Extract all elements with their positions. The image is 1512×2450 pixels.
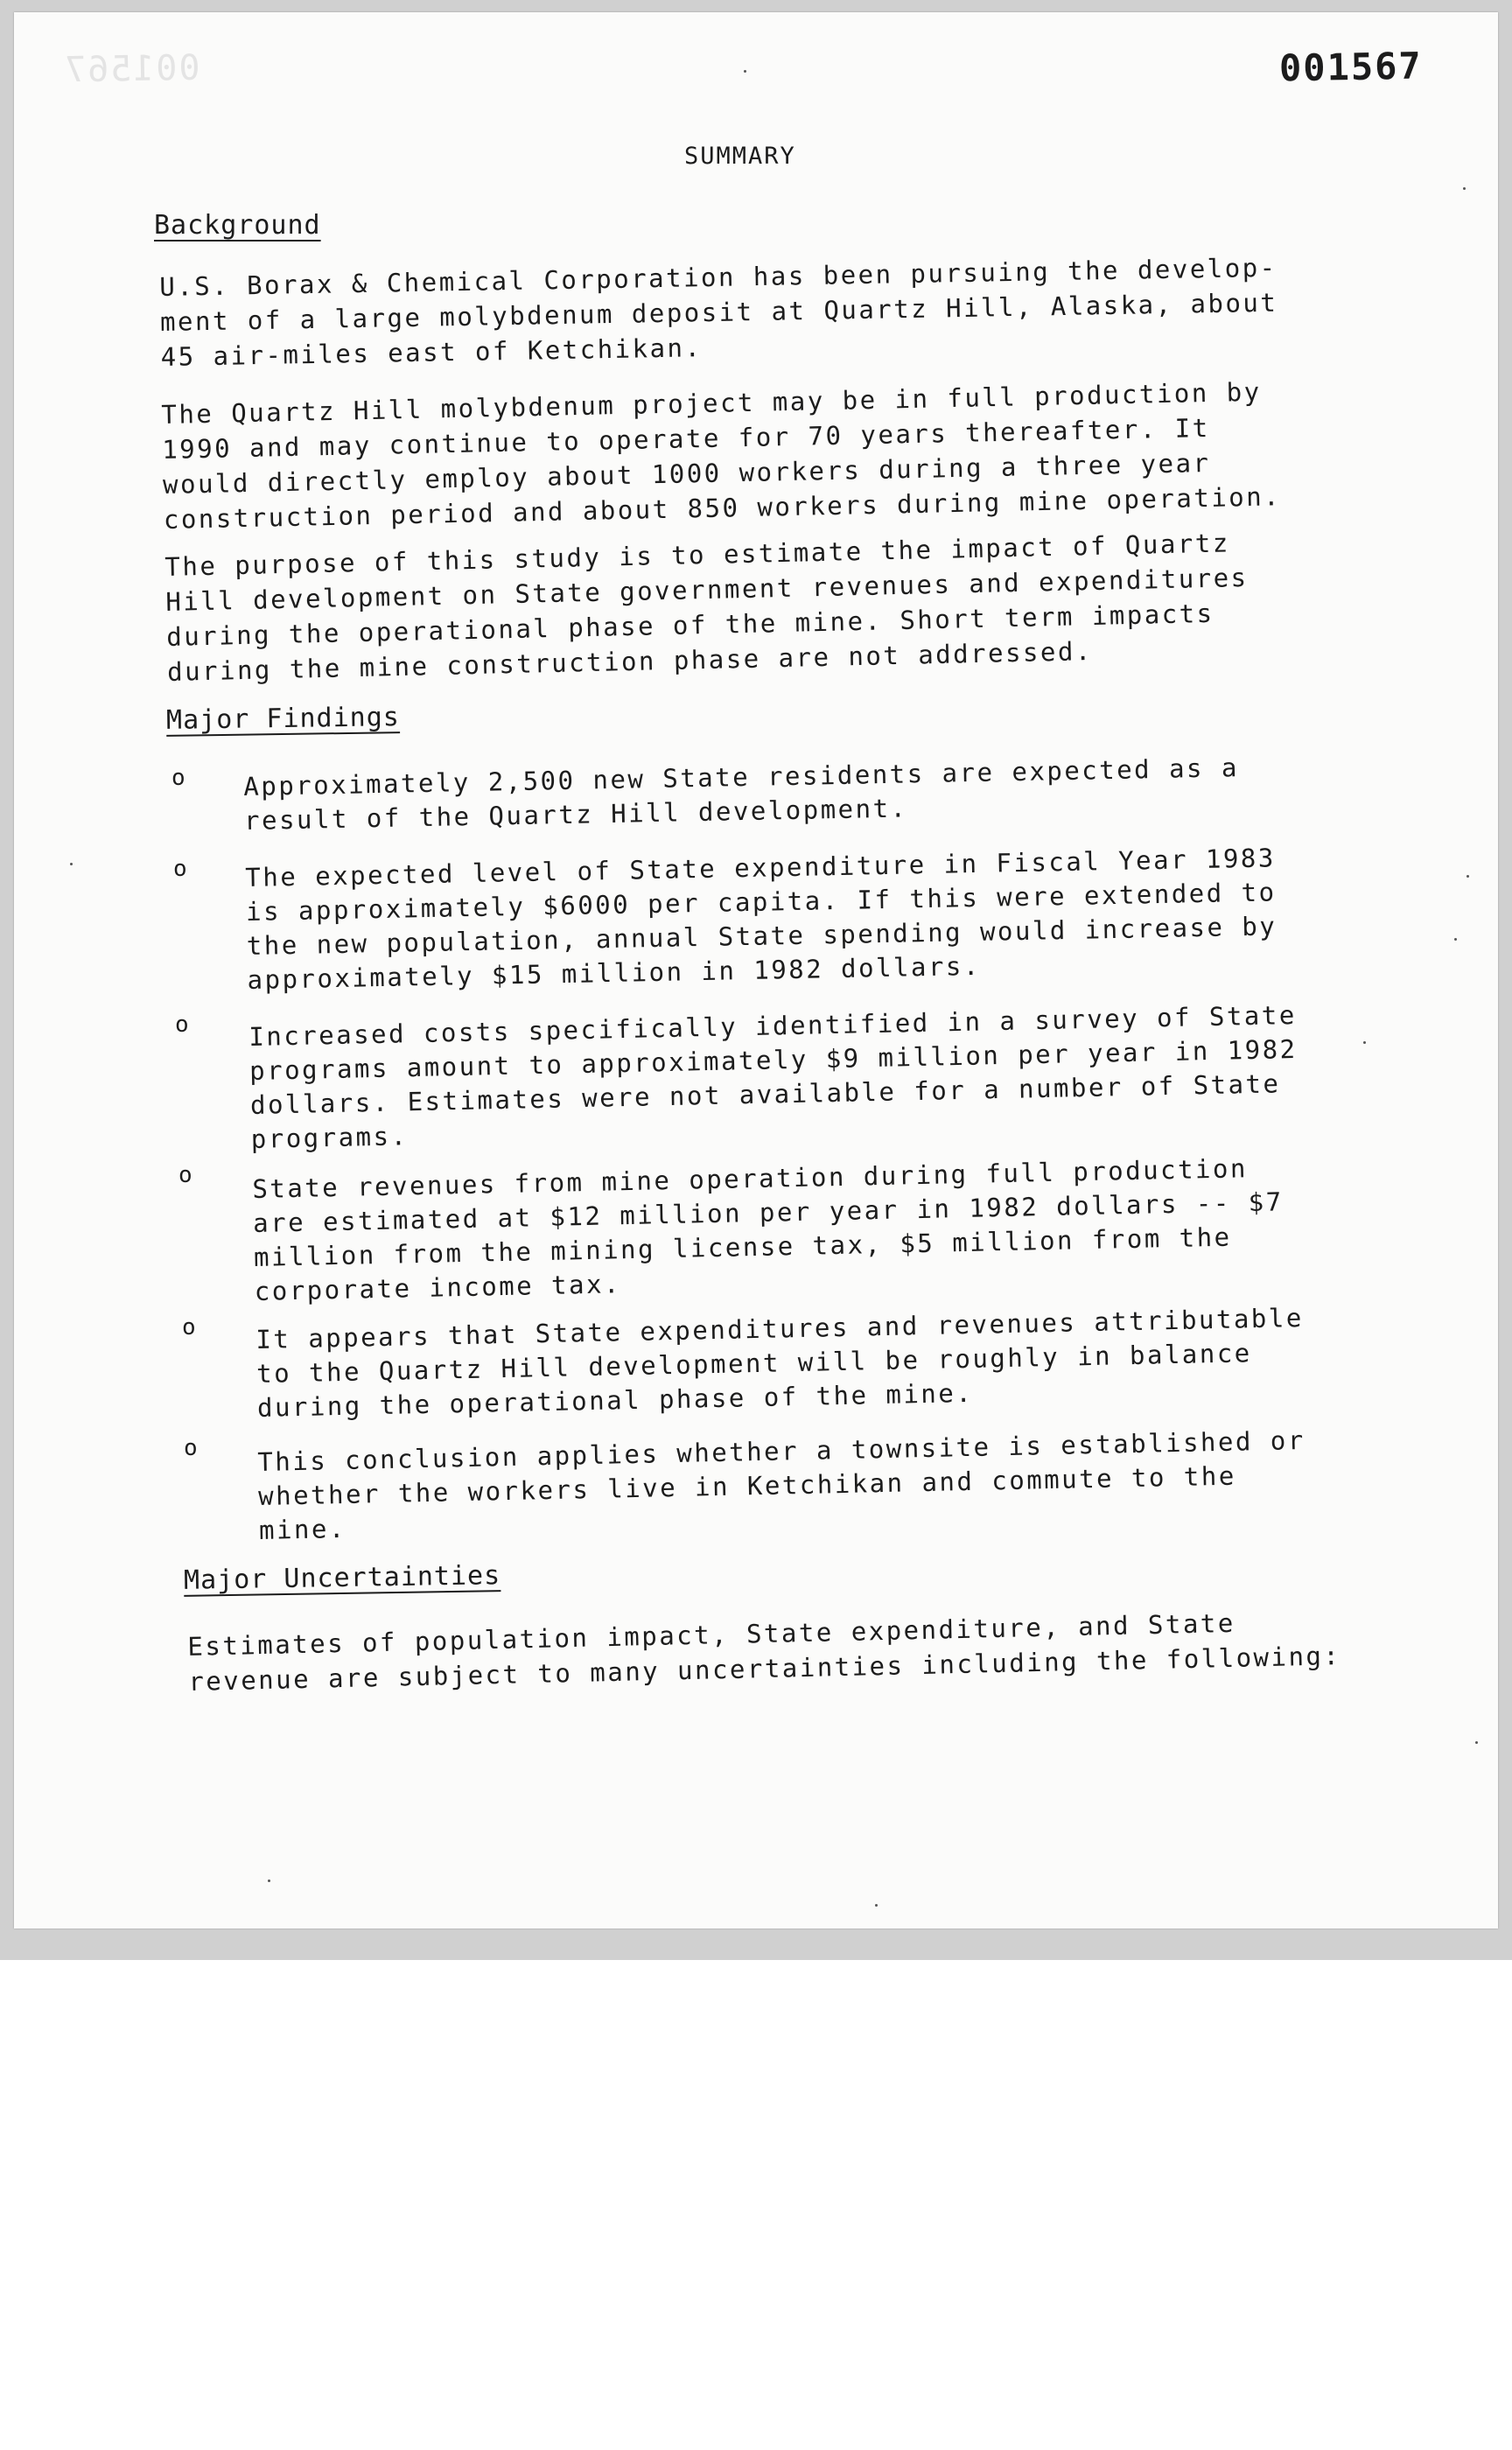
background-paragraph-3: The purpose of this study is to estimate the impact of Quartz Hill development on State government revenues and expenditures during the operational phase of the mine. Short term impacts during the mine construction phase are not addressed. <box>164 528 1249 687</box>
scan-speck <box>268 1880 270 1882</box>
finding-1: Approximately 2,500 new State residents are expected as a result of the Quartz Hill development. <box>243 752 1240 836</box>
scan-speck <box>1466 875 1469 878</box>
bullet-marker: o <box>173 856 187 882</box>
uncertainties-paragraph: Estimates of population impact, State expenditure, and State revenue are subject to many uncertainties including the following: <box>187 1607 1341 1697</box>
bullet-marker: o <box>172 765 186 791</box>
bullet-marker: o <box>178 1162 192 1188</box>
bullet-marker: o <box>184 1435 198 1461</box>
scan-speck <box>1363 1041 1366 1044</box>
page-number: 001567 <box>1278 44 1424 90</box>
major-uncertainties-heading: Major Uncertainties <box>183 1560 501 1596</box>
scan-speck <box>744 70 746 73</box>
bullet-marker: o <box>182 1314 196 1340</box>
finding-6: This conclusion applies whether a townsite is established or whether the workers live in Ketchikan and commute to the mine. <box>257 1424 1306 1545</box>
page-title: SUMMARY <box>684 143 796 170</box>
background-paragraph-1: U.S. Borax & Chemical Corporation has been pursuing the develop- ment of a large molybdenum deposit at Quartz Hill, Alaska, about 45 air-miles east of Ketchikan. <box>159 252 1278 372</box>
background-heading: Background <box>154 210 321 241</box>
finding-4: State revenues from mine operation during full production are estimated at $12 million per year in 1982 dollars -- $7 million from the mining license tax, $5 million from the corporate income tax. <box>252 1153 1284 1306</box>
finding-3: Increased costs specifically identified in a survey of State programs amount to approximately $9 million per year in 1982 dollars. Estimates were not available for a number of State programs. <box>248 999 1298 1154</box>
background-paragraph-2: The Quartz Hill molybdenum project may be in full production by 1990 and may continue to operate for 70 years thereafter. It would directly employ about 1000 workers during a three year construction period and about 850 workers during mine operation. <box>161 376 1282 535</box>
scan-speck <box>1463 187 1466 190</box>
scan-speck <box>1454 938 1457 941</box>
scan-speck <box>875 1904 878 1907</box>
major-findings-heading: Major Findings <box>165 702 401 736</box>
finding-5: It appears that State expenditures and revenues attributable to the Quartz Hill development will be roughly in balance during the operational phase of the mine. <box>256 1302 1305 1423</box>
bullet-marker: o <box>175 1012 189 1038</box>
finding-2: The expected level of State expenditure in Fiscal Year 1983 is approximately $6000 per capita. If this were extended to the new population, annual State spending would increase by approximately $15 million in 1982 dollars. <box>245 843 1278 995</box>
scan-speck <box>70 863 73 865</box>
scan-speck <box>1475 1741 1478 1744</box>
page-number-show-through: 001567 <box>62 47 200 91</box>
